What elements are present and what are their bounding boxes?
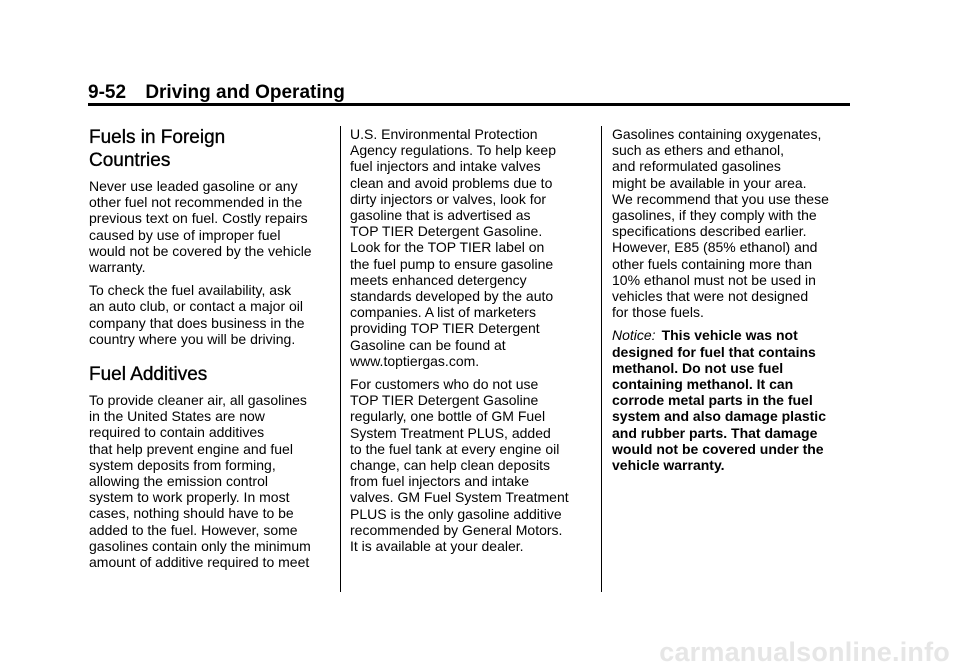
text-line: and reformulated gasolines (612, 158, 781, 175)
paragraph-oxygenates (612, 126, 858, 320)
text-line: regularly, one bottle of GM Fuel (350, 408, 546, 425)
text-line: from fuel injectors and intake (350, 473, 529, 490)
notice-line: designed for fuel that contains (612, 343, 816, 360)
text-line: Gasoline can be found at (350, 336, 506, 353)
text-line: system deposits from forming, (89, 456, 276, 473)
text-line: standards developed by the auto (350, 288, 554, 305)
paragraph-epa-regulations (350, 126, 596, 369)
text-line: dirty injectors or valves, look for (350, 190, 547, 207)
text-line: the fuel pump to ensure gasoline (350, 255, 554, 272)
heading-fuel-additives: Fuel Additives (89, 364, 208, 386)
text-line: System Treatment PLUS, added (350, 424, 551, 441)
paragraph-fuel-availability (89, 282, 335, 347)
heading-line: Fuels in Foreign (89, 127, 226, 148)
column-3 (612, 126, 858, 480)
text-line: U.S. Environmental Protection (350, 126, 538, 142)
text-line: vehicles that were not designed (612, 288, 809, 305)
text-line: 10% ethanol must not be used in (612, 271, 816, 288)
notice-line: system and also damage plastic (612, 408, 826, 425)
watermark: carmanualsonline.info (659, 637, 950, 667)
text-line: providing TOP TIER Detergent (350, 320, 540, 337)
column-2 (350, 126, 596, 561)
text-line: We recommend that you use these (612, 190, 829, 207)
text-line: clean and avoid problems due to (350, 174, 553, 191)
text-line: To check the fuel availability, ask (89, 282, 292, 299)
text-line: valves. GM Fuel System Treatment (350, 489, 569, 506)
notice-line: corrode metal parts in the fuel (612, 392, 813, 409)
page-number: 9-52 (88, 82, 127, 103)
text-line: meets enhanced detergency (350, 271, 527, 288)
text-line: www.toptiergas.com. (350, 352, 480, 369)
text-line: cases, nothing should have to be (89, 505, 294, 522)
notice-label: Notice: (612, 327, 656, 344)
text-line: such as ethers and ethanol, (612, 142, 785, 159)
heading-line: Countries (89, 150, 171, 171)
text-line: country where you will be driving. (89, 330, 296, 347)
text-line: PLUS is the only gasoline additive (350, 505, 562, 522)
text-line: Look for the TOP TIER label on (350, 239, 545, 256)
text-line: warranty. (89, 259, 146, 276)
text-line: required to contain additives (89, 424, 265, 441)
text-line: To provide cleaner air, all gasolines (89, 392, 307, 409)
text-line: would not be covered by the vehicle (89, 242, 312, 259)
notice-text: This vehicle was not (661, 327, 798, 344)
text-line: gasoline that is advertised as (350, 207, 531, 224)
text-line: However, E85 (85% ethanol) and (612, 239, 818, 256)
heading-fuels-in-foreign-countries (89, 126, 335, 172)
text-line: allowing the emission control (89, 473, 268, 490)
text-line: other fuels containing more than (612, 255, 813, 272)
text-line: Gasolines containing oxygenates, (612, 126, 822, 142)
text-line: TOP TIER Detergent Gasoline (350, 392, 539, 409)
column-1 (89, 126, 335, 577)
text-line: recommended by General Motors. (350, 521, 563, 538)
column-divider-1 (340, 126, 341, 592)
text-line: system to work properly. In most (89, 489, 290, 506)
notice-line: methanol. Do not use fuel (612, 359, 784, 376)
text-line: added to the fuel. However, some (89, 521, 298, 538)
paragraph-leaded-gasoline (89, 178, 335, 275)
text-line: amount of additive required to meet (89, 554, 310, 571)
text-line: might be available in your area. (612, 174, 807, 191)
text-line: for those fuels. (612, 304, 704, 321)
text-line: Never use leaded gasoline or any (89, 178, 298, 194)
text-line: company that does business in the (89, 314, 305, 331)
text-line: It is available at your dealer. (350, 538, 524, 555)
text-line: For customers who do not use (350, 376, 539, 393)
text-line: fuel injectors and intake valves (350, 158, 541, 175)
text-line: to the fuel tank at every engine oil (350, 440, 560, 457)
text-line: in the United States are now (89, 408, 265, 425)
text-line: that help prevent engine and fuel (89, 440, 293, 457)
text-line: change, can help clean deposits (350, 457, 551, 474)
notice-line: and rubber parts. That damage (612, 424, 818, 441)
paragraph-cleaner-air (89, 392, 335, 570)
text-line: specifications described earlier. (612, 223, 807, 240)
text-line: gasolines, if they comply with the (612, 207, 817, 224)
text-line: TOP TIER Detergent Gasoline. (350, 223, 543, 240)
notice-line: vehicle warranty. (612, 457, 725, 474)
text-line: other fuel not recommended in the (89, 194, 303, 211)
notice-line: containing methanol. It can (612, 376, 794, 393)
header-rule (88, 103, 850, 106)
column-divider-2 (601, 126, 602, 592)
page-header (88, 82, 345, 104)
paragraph-gm-fuel-treatment (350, 376, 596, 554)
text-line: an auto club, or contact a major oil (89, 298, 304, 315)
text-line: companies. A list of marketers (350, 304, 536, 321)
section-title: Driving and Operating (145, 82, 345, 103)
text-line: caused by use of improper fuel (89, 226, 281, 243)
text-line: gasolines contain only the minimum (89, 537, 311, 554)
text-line (612, 327, 858, 343)
text-line: previous text on fuel. Costly repairs (89, 210, 308, 227)
notice-line: would not be covered under the (612, 440, 824, 457)
notice-block (612, 327, 858, 473)
text-line: Agency regulations. To help keep (350, 142, 556, 159)
